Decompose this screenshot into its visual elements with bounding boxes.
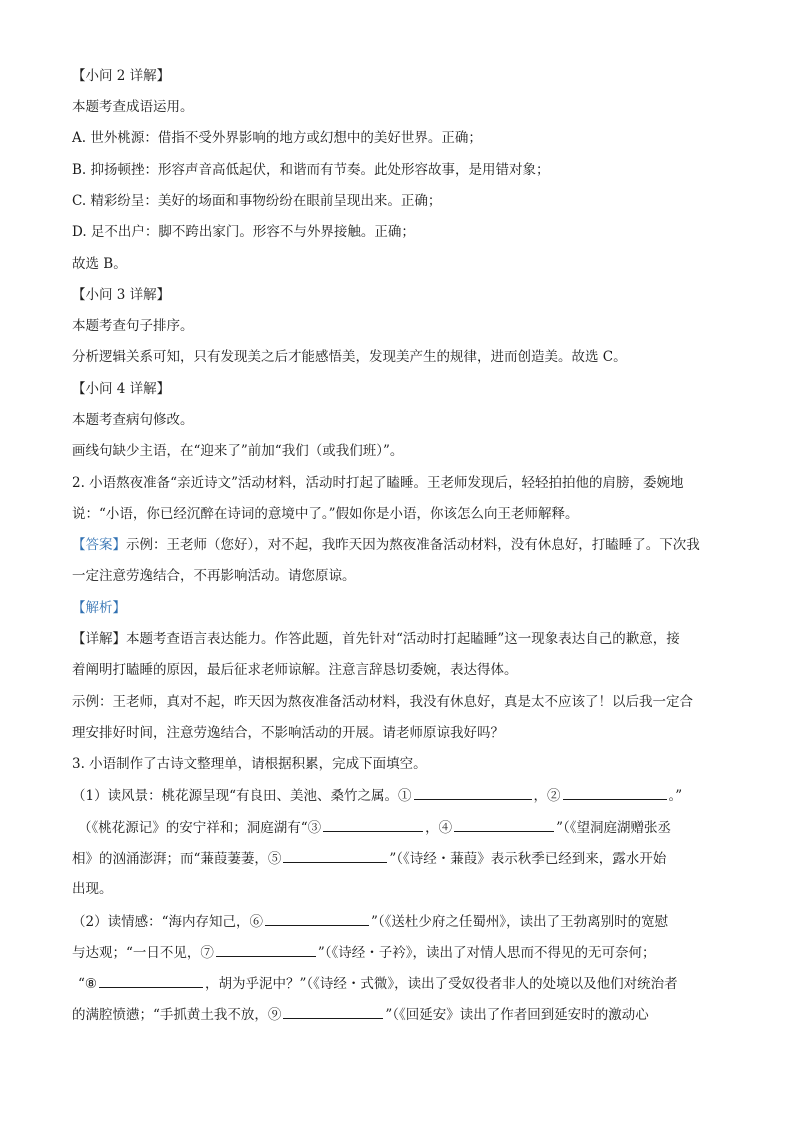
detail-text-1: 本题考查语言表达能力。作答此题，首先针对“活动时打起瞌睡”这一现象表达自己的歉意，接 bbox=[126, 631, 680, 647]
problem2-example-line1: 示例：王老师，真对不起，昨天因为熬夜准备活动材料，我没有休息好，真是太不应该了！以后我一定合 bbox=[72, 694, 693, 710]
text-segment: ”（《送杜少府之任蜀州》，读出了王勃离别时的宽慰 bbox=[371, 914, 669, 930]
q2-option-d: D. 足不出户：脚不跨出家门。形容不与外界接触。正确； bbox=[72, 224, 415, 240]
problem3-p2-line2 bbox=[72, 942, 732, 962]
q2-option-a: A. 世外桃源：借指不受外界影响的地方或幻想中的美好世界。正确； bbox=[72, 130, 482, 146]
fill-blank-4[interactable] bbox=[454, 817, 554, 832]
text-segment: ，④ bbox=[425, 820, 453, 836]
problem2-stem-line1: 2. 小语熬夜准备“亲近诗文”活动材料，活动时打起了瞌睡。王老师发现后，轻轻拍拍他的肩膀，委婉地 bbox=[72, 475, 684, 491]
problem2-stem-line2: 说：“小语，你已经沉醉在诗词的意境中了。”假如你是小语，你该怎么向王老师解释。 bbox=[72, 506, 579, 522]
q2-intro: 本题考查成语运用。 bbox=[72, 99, 194, 115]
answer-text-1: 示例：王老师（您好），对不起，我昨天因为熬夜准备活动材料，没有休息好，打瞌睡了。下次我 bbox=[126, 537, 700, 553]
text-segment: （《桃花源记》的安宁祥和；洞庭湖有“③ bbox=[78, 820, 322, 836]
text-segment: 。” bbox=[668, 788, 683, 804]
problem2-answer-line2: 一定注意劳逸结合，不再影响活动。请您原谅。 bbox=[72, 568, 356, 584]
text-segment: （2）读情感：“海内存知己，⑥ bbox=[72, 914, 263, 930]
problem3-p1-line4: 出现。 bbox=[72, 881, 113, 897]
problem2-example-line2: 理安排好时间，注意劳逸结合，不影响活动的开展。请老师原谅我好吗？ bbox=[72, 725, 504, 741]
problem2-detail-line1 bbox=[72, 629, 732, 649]
q4-header: 【小问 4 详解】 bbox=[72, 381, 171, 397]
q4-answer: 画线句缺少主语，在“迎来了”前加“我们（或我们班）”。 bbox=[72, 443, 404, 459]
fill-blank-5[interactable] bbox=[283, 848, 387, 863]
text-segment: ”（《望洞庭湖赠张丞 bbox=[556, 820, 672, 836]
fill-blank-1[interactable] bbox=[414, 785, 532, 800]
problem2-answer-line1 bbox=[72, 535, 732, 555]
q2-header: 【小问 2 详解】 bbox=[72, 68, 171, 84]
text-segment: ，② bbox=[533, 788, 561, 804]
text-segment: ，胡为乎泥中？”（《诗经・式微》，读出了受奴役者非人的处境以及他们对统治者 bbox=[205, 976, 678, 992]
text-segment: “⑧ bbox=[78, 976, 98, 992]
problem3-title: 3. 小语制作了古诗文整理单，请根据积累，完成下面填空。 bbox=[72, 756, 427, 772]
text-segment: 相》的汹涌澎湃；而“蒹葭萋萋，⑤ bbox=[72, 851, 282, 867]
q3-intro: 本题考查句子排序。 bbox=[72, 318, 194, 334]
text-segment: 与达观；“一日不见，⑦ bbox=[72, 945, 214, 961]
problem3-p1-line3 bbox=[72, 848, 732, 868]
detail-tag: 【详解】 bbox=[72, 631, 126, 647]
problem3-p2-line3 bbox=[78, 973, 738, 993]
fill-blank-2[interactable] bbox=[563, 785, 667, 800]
problem2-detail-line2: 着阐明打瞌睡的原因，最后征求老师谅解。注意言辞恳切委婉，表达得体。 bbox=[72, 662, 518, 678]
fill-blank-8[interactable] bbox=[99, 973, 203, 988]
answer-tag: 【答案】 bbox=[72, 537, 126, 553]
fill-blank-7[interactable] bbox=[216, 942, 316, 957]
text-segment: （1）读风景：桃花源呈现“有良田、美池、桑竹之属。① bbox=[72, 788, 412, 804]
text-segment: ”（《回延安》读出了作者回到延安时的激动心 bbox=[385, 1007, 649, 1023]
q2-conclusion: 故选 B。 bbox=[72, 256, 127, 272]
problem3-p1-line1 bbox=[72, 785, 732, 805]
fill-blank-9[interactable] bbox=[283, 1004, 383, 1019]
q2-option-c: C. 精彩纷呈：美好的场面和事物纷纷在眼前呈现出来。正确； bbox=[72, 193, 442, 209]
q3-header: 【小问 3 详解】 bbox=[72, 287, 171, 303]
text-segment: 的满腔愤懑；“手抓黄土我不放，⑨ bbox=[72, 1007, 282, 1023]
text-segment: ”（《诗经・子衿》，读出了对情人思而不得见的无可奈何； bbox=[317, 945, 656, 961]
fill-blank-6[interactable] bbox=[265, 911, 369, 926]
q3-analysis: 分析逻辑关系可知，只有发现美之后才能感悟美，发现美产生的规律，进而创造美。故选 C。 bbox=[72, 349, 627, 365]
analysis-tag: 【解析】 bbox=[72, 600, 126, 616]
problem3-p2-line1 bbox=[72, 911, 732, 931]
q2-option-b: B. 抑扬顿挫：形容声音高低起伏，和谐而有节奏。此处形容故事，是用错对象； bbox=[72, 162, 550, 178]
problem3-p2-line4 bbox=[72, 1004, 732, 1024]
fill-blank-3[interactable] bbox=[323, 817, 423, 832]
problem3-p1-line2 bbox=[78, 817, 738, 837]
q4-intro: 本题考查病句修改。 bbox=[72, 412, 194, 428]
text-segment: ”（《诗经・蒹葭》表示秋季已经到来，露水开始 bbox=[389, 851, 667, 867]
